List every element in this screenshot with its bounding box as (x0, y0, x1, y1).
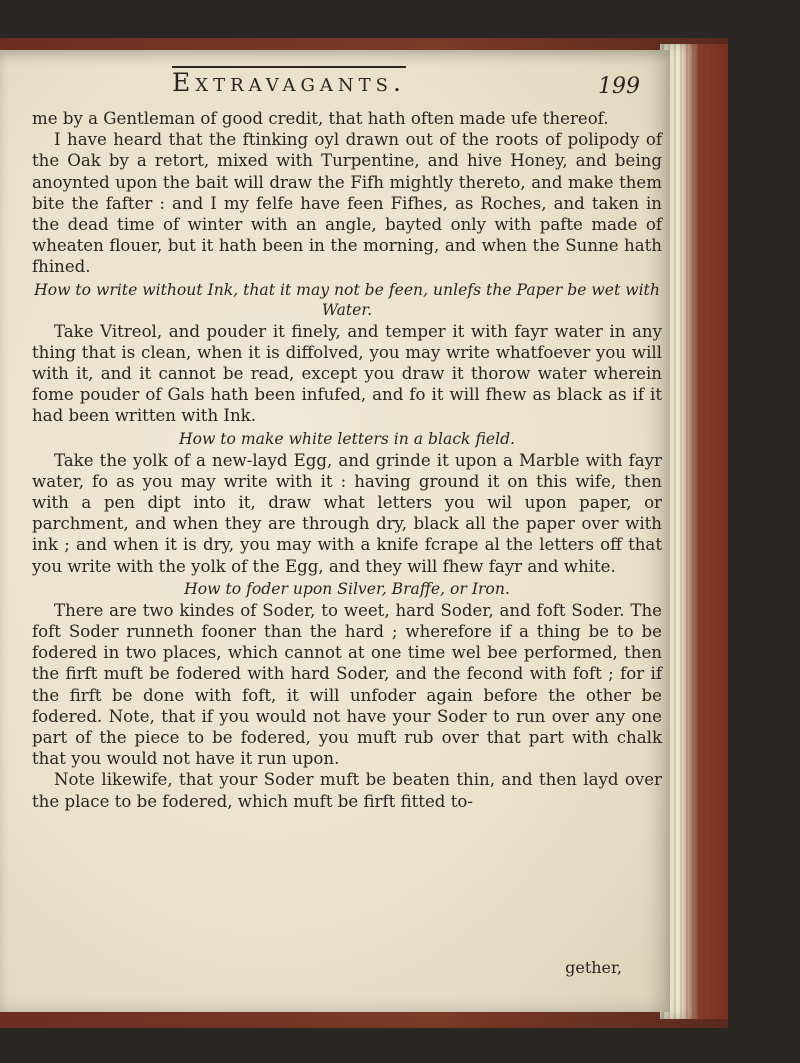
paragraph: There are two kindes of Soder, to weet, hard Soder, and foft Soder. The foft Soder runneth fooner than the hard ; wherefore if a thing be to be fodered in two places, which cannot at one time wel bee performed, then the firft muft be fodered with hard Soder, and the fecond with foft ; for if the firft be done with foft, it will unfoder again before the other be fodered. Note, that if you would not have your Soder to run over any one part of the piece to be fodered, you muft rub over that part with chalk that you would not have it run upon. (32, 600, 662, 769)
book-page (0, 50, 670, 1012)
page-number: 199 (598, 74, 640, 99)
section-heading: How to foder upon Silver, Braffe, or Iron. (184, 579, 510, 598)
paragraph: I have heard that the ftinking oyl drawn out of the roots of polipody of the Oak by a retort, mixed with Turpentine, and hive Honey, and being anoynted upon the bait will draw the Fifh mightly thereto, and make them bite the fafter : and I my felfe have feen Fifhes, as Roches, and taken in the dead time of winter with an angle, bayted only with pafte made of wheaten flouer, but it hath been in the morning, and when the Sunne hath fhined. (32, 130, 662, 277)
paragraph: Take Vitreol, and pouder it finely, and temper it with fayr water in any thing that is clean, when it is diffolved, you may write whatfoever you will with it, and it cannot be read, except you draw it thorow water wherein fome pouder of Gals hath been infufed, and fo it will fhew as black as if it had been written with Ink. (32, 321, 662, 426)
running-title: Extravagants. (172, 68, 406, 97)
paragraph: Take the yolk of a new-layd Egg, and grinde it upon a Marble with fayr water, fo as you may write with it : having ground it on this wife, then with a pen dipt into it, draw what letters you wil upon paper, or parchment, and when they are through dry, black all the paper over with ink ; and when it is dry, you may with a knife fcrape al the letters off that you write with the yolk of the Egg, and they will fhew fayr and white. (32, 450, 662, 576)
section-heading: How to write without Ink, that it may not be feen, unlefs the Paper be wet with Water. (34, 280, 660, 319)
book-cover-edge (680, 44, 728, 1019)
page-header (0, 68, 670, 108)
section-heading: How to make white letters in a black field. (178, 429, 516, 448)
page-body (32, 108, 662, 812)
paragraph: Note likewife, that your Soder muft be beaten thin, and then layd over the place to be fodered, which muft be firft fitted to- (32, 770, 662, 811)
catchword: gether, (565, 958, 622, 977)
paragraph: me by a Gentleman of good credit, that hath often made ufe thereof. (32, 109, 609, 128)
